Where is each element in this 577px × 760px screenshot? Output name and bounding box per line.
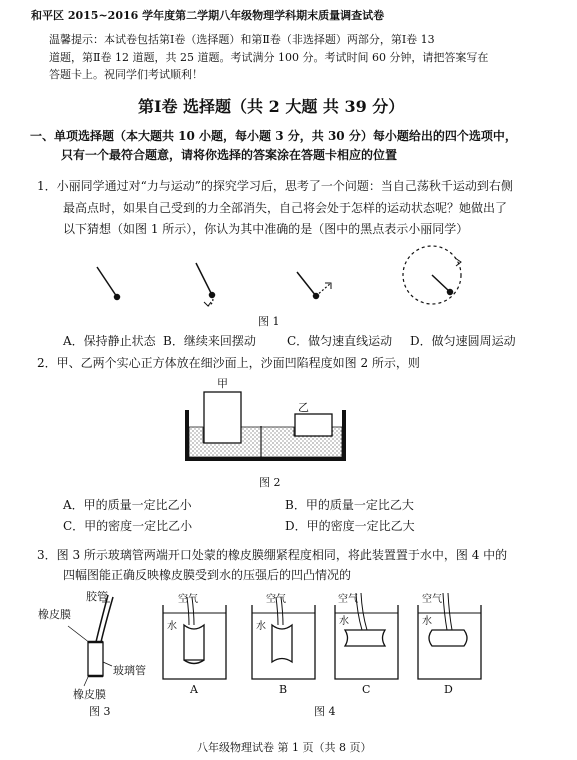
beaker-a [163,597,226,679]
figure-1 [0,240,577,315]
option-letter-a: A [190,683,198,696]
part-heading: 第Ⅰ卷 选择题（共 2 大题 共 39 分） [138,97,405,116]
label-membrane-top: 橡皮膜 [38,608,71,621]
option-letter-b: B [279,683,288,696]
beaker-a-air: 空气 [178,594,198,605]
figure-2-caption: 图 2 [259,476,281,489]
q1-option-c: C．做匀速直线运动 [287,334,393,348]
figure-3-caption: 图 3 [89,705,111,718]
beaker-b-water: 水 [256,621,266,632]
q3-line-2: 四幅图能正确反映橡皮膜受到水的压强后的凹凸情况的 [63,568,352,582]
block-jia [204,392,241,443]
beaker-d-air: 空气 [422,594,442,605]
q1-option-d: D．做匀速圆周运动 [410,334,516,348]
swing-d [403,246,461,304]
figure-4 [0,585,577,685]
label-glass-tube: 玻璃管 [113,664,146,677]
block-yi [295,414,332,436]
q1-line-2: 最高点时，如果自己受到的力全部消失，自己将会处于怎样的运动状态呢？她做出了 [63,201,508,215]
beaker-d-water: 水 [422,616,432,627]
figure-4-caption: 图 4 [314,705,336,718]
label-hose: 胶管 [86,590,108,603]
beaker-c-air: 空气 [338,594,358,605]
q1-line-3: 以下猜想（如图 1 所示），你认为其中准确的是（图中的黑点表示小丽同学） [63,222,469,236]
figure-2 [0,370,577,470]
section-1-line-2: 只有一个最符合题意，请将你选择的答案涂在答题卡相应的位置 [61,148,398,162]
beaker-c-water: 水 [339,616,349,627]
notice-line-2: 道题，第Ⅱ卷 12 道题，共 25 道题。考试满分 100 分。考试时间 60 分钟，请把答案写在 [49,51,489,64]
swing-c [297,272,331,299]
option-letter-d: D [444,683,453,696]
section-1-line-1: 一、单项选择题（本大题共 10 小题，每小题 3 分，共 30 分）每小题给出的四个选项中， [30,129,517,143]
q2-option-a: A．甲的质量一定比乙小 [63,498,192,512]
beaker-b-air: 空气 [266,594,286,605]
figure-1-caption: 图 1 [258,315,280,328]
option-letter-c: C [362,683,371,696]
label-jia: 甲 [217,377,228,390]
beaker-c [335,593,398,679]
beaker-b [252,597,315,679]
q1-option-b: B．继续来回摆动 [163,334,256,348]
label-membrane-bottom: 橡皮膜 [73,688,106,701]
q2-option-c: C．甲的密度一定比乙小 [63,519,193,533]
page-footer: 八年级物理试卷 第 1 页（共 8 页） [197,741,372,754]
q1-option-a: A．保持静止状态 [63,334,156,348]
q2-option-b: B．甲的质量一定比乙大 [285,498,414,512]
q1-line-1: 1．小丽同学通过对“力与运动”的探究学习后，思考了一个问题：当自己荡秋千运动到右侧 [37,179,513,193]
notice-line-1: 温馨提示：本试卷包括第Ⅰ卷（选择题）和第Ⅱ卷（非选择题）两部分，第Ⅰ卷 13 [49,33,435,46]
swing-b [196,263,215,306]
q2-stem: 2．甲、乙两个实心正方体放在细沙面上，沙面凹陷程度如图 2 所示，则 [37,356,420,370]
beaker-d [418,593,481,679]
exam-title: 和平区 2015~2016 学年度第二学期八年级物理学科期末质量调查试卷 [31,9,385,22]
q3-line-1: 3．图 3 所示玻璃管两端开口处蒙的橡皮膜绷紧程度相同，将此装置置于水中，图 4 中的 [37,548,508,562]
notice-line-3: 答题卡上。祝同学们考试顺利！ [49,68,203,81]
label-yi: 乙 [298,401,309,414]
q2-option-d: D．甲的密度一定比乙大 [285,519,415,533]
beaker-a-water: 水 [167,621,177,632]
swing-a [97,267,120,300]
